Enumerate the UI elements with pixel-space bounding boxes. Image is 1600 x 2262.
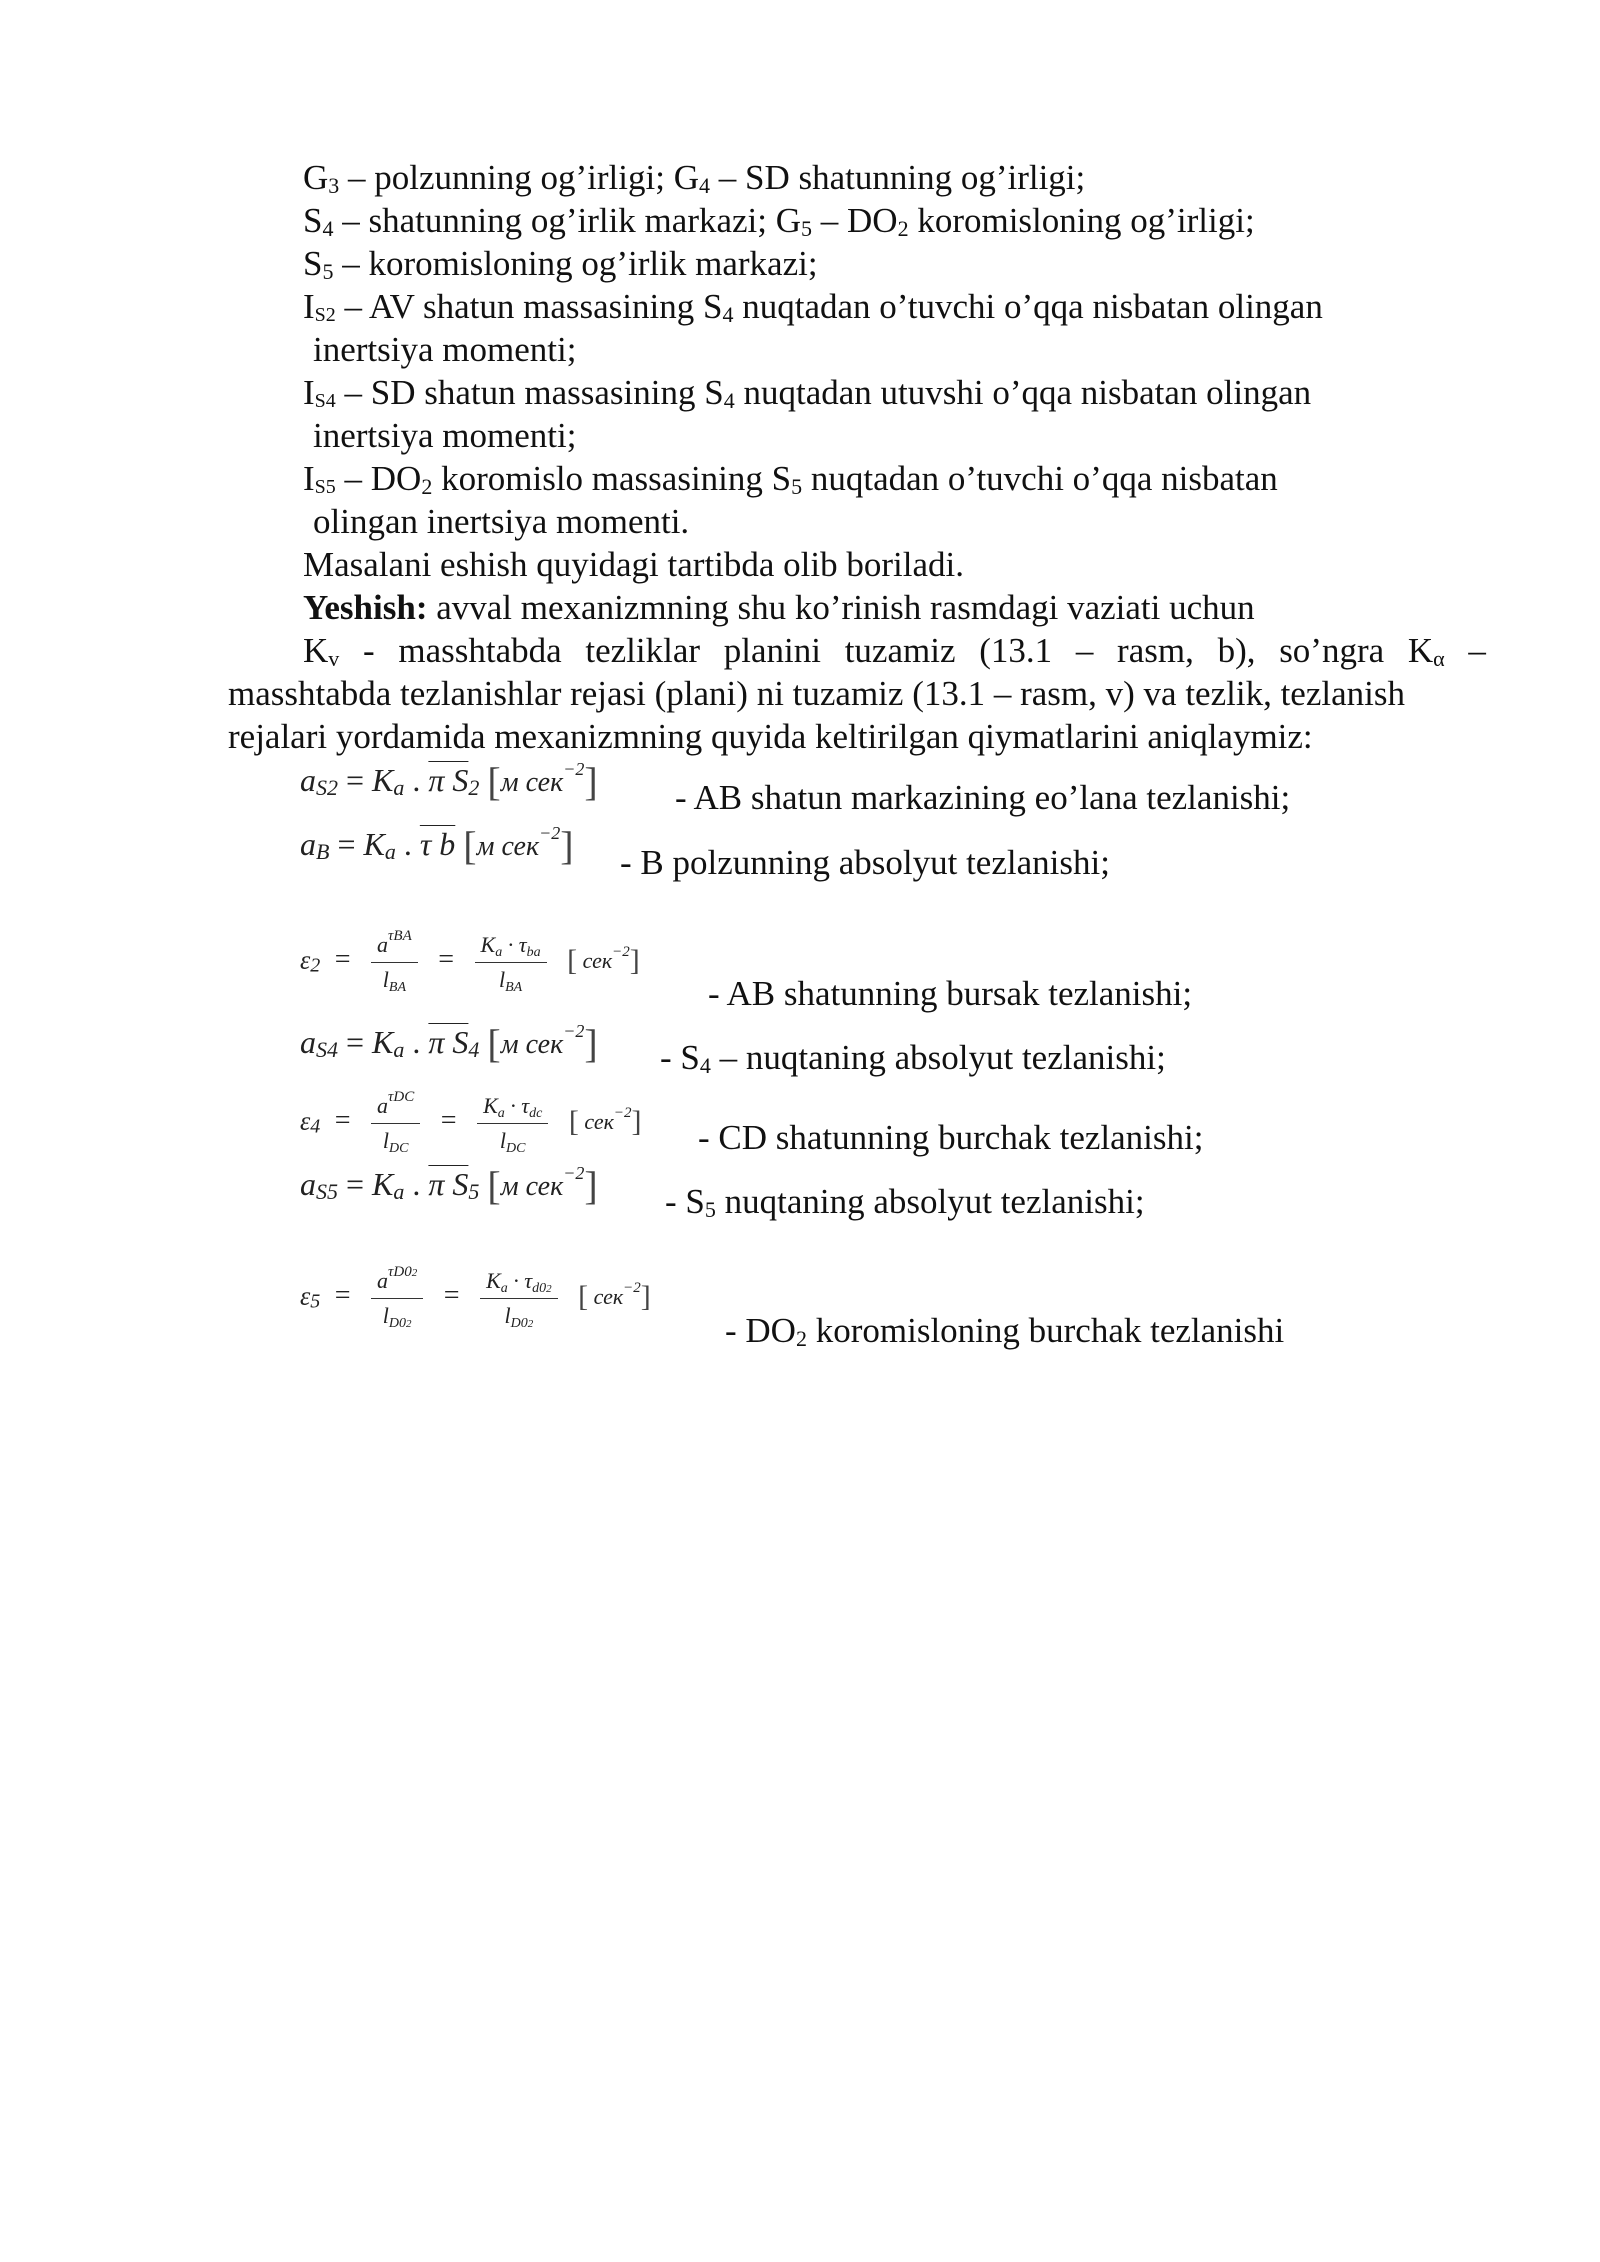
formula-epsilon-5-description: - $DO_2$ koromisloning burchak tezlanishi [725,1311,1285,1351]
formula-a-s4-description: - $S_4$ – nuqtaning absolyut tezlanishi; [660,1038,1166,1078]
formula-a-b-description: - B polzunning absolyut tezlanishi; [620,843,1110,882]
text-line-5: inertsiya momenti; [313,330,577,369]
formula-a-s5-description: - $S_5$ nuqtaning absolyut tezlanishi; [665,1182,1145,1222]
formula-epsilon-4-description: - CD shatunning burchak tezlanishi; [698,1118,1204,1157]
fraction: $\frac{a^{\tau D02}}{lD02}$ [371,1268,423,1329]
text-line-12: $K_v$ - masshtabda tezliklar planini tuzamiz (13.1 – rasm, b), so’ngra $K_\alpha$ – [303,631,1486,671]
fraction: $\frac{a^{\tau DC}}{\text{lDC}}$ [371,1093,420,1154]
text-line-8: $I_{S5} - DO_2$ koromislo massasining $S_5$ nuqtadan o’tuvchi o’qqa nisbatan [303,459,1278,499]
formula-epsilon-5: $\varepsilon_5$ = $\frac{a^{\tau D02}}{lD02}$ = $\frac{Ka \cdot \tau d02}{lD02}$ [ сек$^{-2}$] [300,1264,651,1331]
text-line-6: $I_{S4}$ – SD shatun massasining $S_4$ nuqtadan utuvshi o’qqa nisbatan olingan [303,373,1312,413]
text-line-4: $I_{S2}$ – AV shatun massasining $S_4$ nuqtadan o’tuvchi o’qqa nisbatan olingan [303,287,1323,327]
text-line-1: $G_3$ – polzunning og’irligi; $G_4$ – SD shatunning og’irligi; [303,158,1086,198]
formula-a-s5: $a_{S5} = K_a$ . π $S_5$ [м сек$^{-2}$] [300,1163,598,1208]
text-line-3: $S_5$ – koromisloning og’irlik markazi; [303,244,818,284]
text-line-11: Yeshish: avval mexanizmning shu ko’rinish rasmdagi vaziati uchun [303,588,1255,627]
text-line-10: Masalani eshish quyidagi tartibda olib boriladi. [303,545,964,584]
formula-a-b: $a_B = K_a$ . τ b [м сек$^{-2}$] [300,823,574,868]
formula-a-s2: $a_{S2} = K_a$ . π $S_2$ [м сек$^{-2}$] [300,759,598,804]
text-line-2: $S_4$ – shatunning og’irlik markazi; $G_5 - DO_2$ koromisloning og’irligi; [303,201,1255,241]
formula-a-s2-description: - AB shatun markazining eo’lana tezlanishi; [675,778,1291,817]
formula-a-s4: $a_{S4} = K_a$ . π $S_4$ [м сек$^{-2}$] [300,1021,598,1066]
fraction: $\frac{a^{\tau BA}}{\text{lBA}}$ [371,932,418,993]
fraction: $\frac{Ka \cdot \tau d02}{lD02}$ [480,1268,558,1329]
text-line-7: inertsiya momenti; [313,416,577,455]
fraction: $\frac{\text{Ka · τdc}}{\text{lDC}}$ [477,1093,548,1154]
text-line-14: rejalari yordamida mexanizmning quyida keltirilgan qiymatlarini aniqlaymiz: [228,717,1313,756]
text-line-9: olingan inertsiya momenti. [313,502,690,541]
fraction: $\frac{\text{Ka · τba}}{\text{lBA}}$ [475,932,547,993]
formula-epsilon-2-description: - AB shatunning bursak tezlanishi; [708,974,1193,1013]
formula-epsilon-2: $\varepsilon_2$ = $\frac{a^{\tau BA}}{\text{lBA}}$ = $\frac{\text{Ka · τba}}{\text{lBA}}$ [ сек$^{-2}$] [300,928,640,995]
formula-epsilon-4: $\varepsilon_4$ = $\frac{a^{\tau DC}}{\text{lDC}}$ = $\frac{\text{Ka · τdc}}{\text{lDC}}$ [ сек$^{-2}$] [300,1089,642,1156]
text-line-13: masshtabda tezlanishlar rejasi (plani) ni tuzamiz (13.1 – rasm, v) va tezlik, tezlanish [228,674,1405,713]
